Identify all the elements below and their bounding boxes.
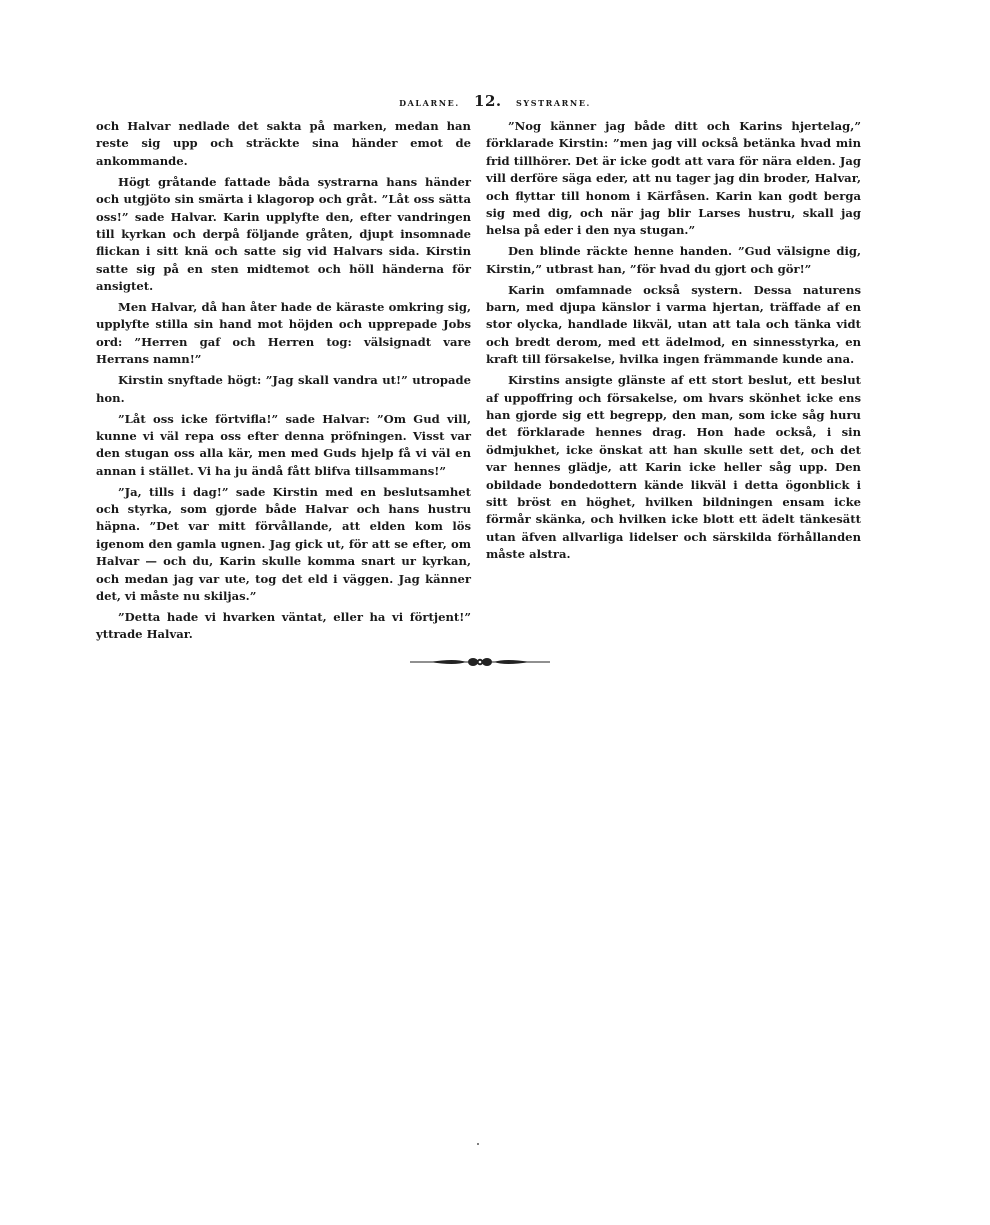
paragraph: ”Detta hade vi hvarken väntat, eller ha vi förtjent!” yttrade Halvar. xyxy=(96,609,471,642)
paragraph: ”Ja, tills i dag!” sade Kirstin med en beslutsamhet och styrka, som gjorde både Halvar och hans hustru häpna. ”Det var mitt förvållande, att elden kom lös igenom den gamla ugnen. Jag gick ut, för att se efter, om Halvar — och du, Karin skulle komma snart ur kyrkan, och medan jag var ute, tog det eld i väggen. Jag känner det, vi måste nu skiljas.” xyxy=(96,484,471,604)
section-title-right: SYSTRARNE. xyxy=(516,98,591,108)
paragraph: ”Nog känner jag både ditt och Karins hjertelag,” förklarade Kirstin: ”men jag vill också betänka hvad min frid tillhörer. Det är icke godt att vara för nära elden. Jag vill derföre säga eder, att nu tager jag din broder, Halvar, och flyttar till honom i Kärfåsen. Karin kan godt berga sig med dig, och när jag blir Larses hustru, skall jag helsa på eder i den nya stugan.” xyxy=(486,119,861,238)
left-column xyxy=(96,118,471,647)
section-title-left: DALARNE. xyxy=(399,98,460,108)
paragraph: och Halvar nedlade det sakta på marken, medan han reste sig upp och sträckte sina händer emot de ankommande. xyxy=(96,119,471,168)
paragraph: Kirstin snyftade högt: ”Jag skall vandra ut!” utropade hon. xyxy=(96,373,471,405)
paragraph: Den blinde räckte henne handen. ”Gud välsigne dig, Kirstin,” utbrast han, ”för hvad du gjort och gör!” xyxy=(486,244,861,276)
page-number: 12. xyxy=(474,92,502,110)
paragraph: Men Halvar, då han åter hade de käraste omkring sig, upplyfte stilla sin hand mot höjden och upprepade Jobs ord: ”Herren gaf och Herren tog: välsignadt vare Herrans namn!” xyxy=(96,300,471,367)
paragraph: ”Låt oss icke förtvifla!” sade Halvar: ”Om Gud vill, kunne vi väl repa oss efter denna pröfningen. Visst var den stugan oss alla kär, men med Guds hjelp få vi väl en annan i stället. Vi ha ju ändå fått blifva tillsammans!” xyxy=(96,411,471,478)
print-mark xyxy=(477,1143,479,1145)
tailpiece-ornament xyxy=(410,654,550,670)
right-column xyxy=(486,118,861,567)
paragraph: Karin omfamnade också systern. Dessa naturens barn, med djupa känslor i varma hjertan, träffade af en stor olycka, handlade likväl, utan att tala och tänka vidt och bredt derom, med ett ädelmod, en sinnesstyrka, en kraft till försakelse, hvilka ingen främmande kunde ana. xyxy=(486,282,861,367)
paragraph: Kirstins ansigte glänste af ett stort beslut, ett beslut af uppoffring och försakelse, om hvars skönhet icke ens han gjorde sig ett begrepp, den man, som icke såg huru det förklarade hennes drag. Hon hade också, i sin ödmjukhet, icke önskat att han skulle sett det, och det var hennes glädje, att Karin icke heller såg upp. Den obildade bondedottern kände likväl i detta ögonblick i sitt bröst en höghet, hvilken bildningen ensam icke förmår skänka, och hvilken icke blott ett ädelt tänkesätt utan äfven allvarliga lidelser och särskilda förhållanden måste alstra. xyxy=(486,373,861,562)
running-head xyxy=(0,92,990,110)
paragraph: Högt gråtande fattade båda systrarna hans händer och utgjöto sin smärta i klagorop och gråt. ”Låt oss sätta oss!” sade Halvar. Karin upplyfte den, efter vandringen till kyrkan och derpå följande gråten, djupt insomnade flickan i sitt knä och satte sig vid Halvars sida. Kirstin satte sig på en sten midtemot och höll händerna för ansigtet. xyxy=(96,174,471,294)
